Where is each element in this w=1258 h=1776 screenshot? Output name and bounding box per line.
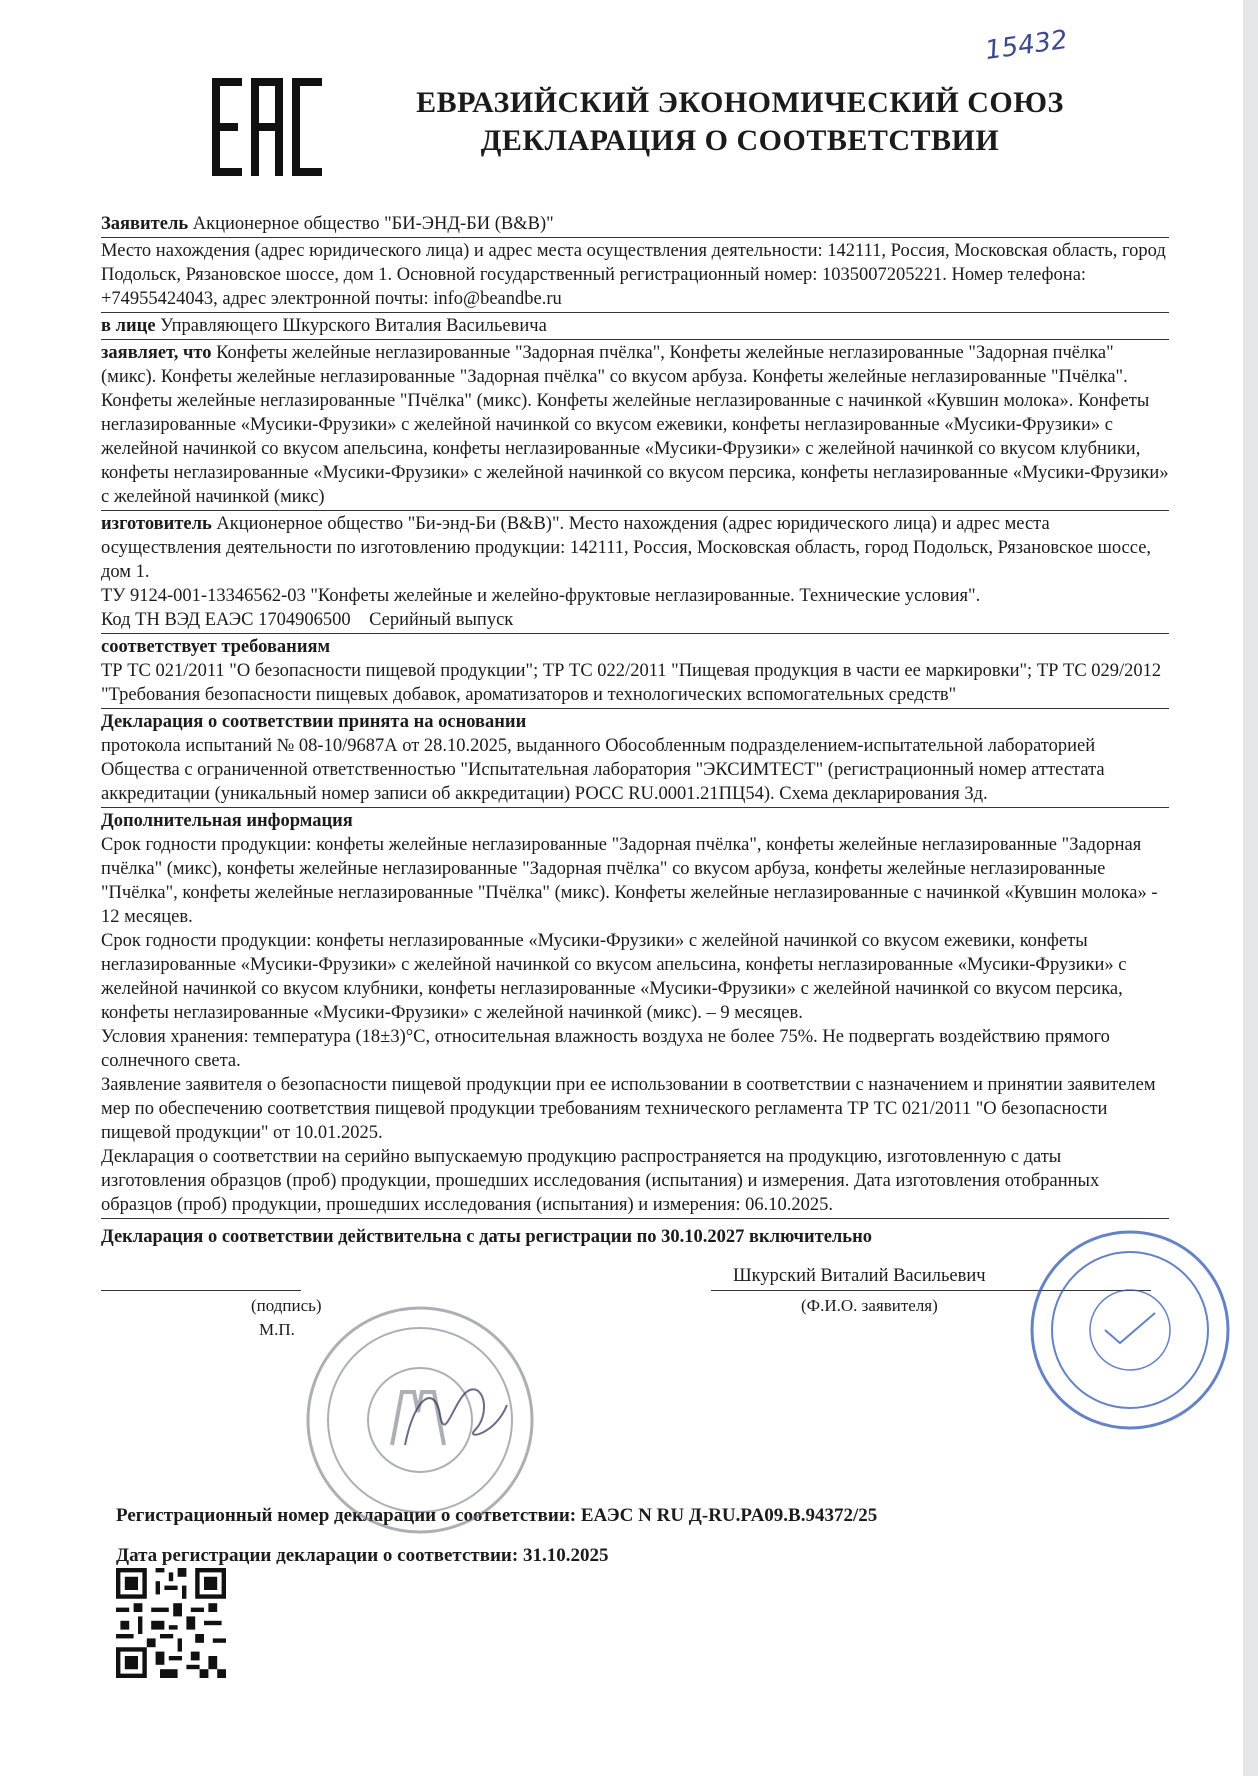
handwritten-number: 15432 xyxy=(983,24,1070,67)
manufacturer-value: Акционерное общество "Би-энд-Би (B&B)". Место нахождения (адрес юридического лица) и адрес места осуществления деятельности по изготовлению продукции: 142111, Россия, Московская область, город Подольск, Рязановское шоссе, дом 1. xyxy=(101,514,1152,582)
blue-stamp xyxy=(1025,1225,1235,1435)
representative-row xyxy=(101,313,1169,340)
signature-line xyxy=(101,1290,301,1291)
manufacturer-tu: ТУ 9124-001-13346562-03 "Конфеты желейные и желейно-фруктовые неглазированные. Технические условия". xyxy=(101,586,981,606)
additional-p1: Срок годности продукции: конфеты желейные неглазированные "Задорная пчёлка", конфеты желейные неглазированные "Задорная пчёлка" (микс), конфеты желейные неглазированные "Задорная пчёлка" со вкусом арбуза, конфеты желейные неглазированные "Пчёлка", конфеты желейные неглазированные "Пчёлка" (микс). Конфеты желейные неглазированные с начинкой «Кувшин молока» - 12 месяцев. xyxy=(101,835,1158,927)
applicant-row xyxy=(101,211,1169,238)
address-text: Место нахождения (адрес юридического лица) и адрес места осуществления деятельности: 142111, Россия, Московская область, город Подольск, Рязановское шоссе, дом 1. Основной государственный регистрационный номер: 1035007205221. Номер телефона: +74955424043, адрес электронной почты: info@beandbe.ru xyxy=(101,241,1166,309)
document-header xyxy=(380,84,1100,160)
eac-logo xyxy=(212,78,322,176)
manufacturer-label: изготовитель xyxy=(101,514,212,534)
requirements-value: ТР ТС 021/2011 "О безопасности пищевой продукции"; ТР ТС 022/2011 "Пищевая продукция в части ее маркировки"; ТР ТС 029/2012 "Требования безопасности пищевых добавок, ароматизаторов и технологических вспомогательных средств" xyxy=(101,661,1162,705)
declares-row xyxy=(101,340,1169,511)
basis-row xyxy=(101,709,1169,807)
additional-p3: Условия хранения: температура (18±3)°С, относительная влажность воздуха не более 75%. Не подвергать воздействию прямого солнечного света. xyxy=(101,1027,1110,1071)
signer-name: Шкурский Виталий Васильевич xyxy=(733,1266,986,1286)
representative-value: Управляющего Шкурского Виталия Васильевича xyxy=(160,316,547,336)
stamp-place-caption: М.П. xyxy=(259,1320,295,1339)
header-line-declaration: ДЕКЛАРАЦИЯ О СООТВЕТСТВИИ xyxy=(480,124,1000,157)
declares-value: Конфеты желейные неглазированные "Задорная пчёлка", Конфеты желейные неглазированные "Задорная пчёлка" (микс). Конфеты желейные неглазированные "Задорная пчёлка" со вкусом арбуза. Конфеты желейные неглазированные "Пчёлка". Конфеты желейные неглазированные "Пчёлка" (микс). Конфеты желейные неглазированные с начинкой «Кувшин молока». Конфеты неглазированные «Мусики-Фрузики» с желейной начинкой со вкусом ежевики, конфеты неглазированные «Мусики-Фрузики» с желейной начинкой со вкусом апельсина, конфеты неглазированные «Мусики-Фрузики» с желейной начинкой со вкусом клубники, конфеты неглазированные «Мусики-Фрузики» с желейной начинкой со вкусом персика, конфеты неглазированные «Мусики-Фрузики» с желейной начинкой (микс) xyxy=(101,343,1169,507)
manufacturer-code: Код ТН ВЭД ЕАЭС 1704906500 Серийный выпуск xyxy=(101,610,514,630)
applicant-label: Заявитель xyxy=(101,214,189,234)
basis-label: Декларация о соответствии принята на основании xyxy=(101,712,527,732)
scan-edge xyxy=(1243,0,1258,1776)
additional-label: Дополнительная информация xyxy=(101,811,353,831)
additional-row xyxy=(101,807,1169,1219)
applicant-value: Акционерное общество "БИ-ЭНД-БИ (B&B)" xyxy=(192,214,554,234)
additional-p2: Срок годности продукции: конфеты неглазированные «Мусики-Фрузики» с желейной начинкой со вкусом ежевики, конфеты неглазированные «Мусики-Фрузики» с желейной начинкой со вкусом апельсина, конфеты неглазированные «Мусики-Фрузики» с желейной начинкой со вкусом клубники, конфеты неглазированные «Мусики-Фрузики» с желейной начинкой со вкусом персика, конфеты неглазированные «Мусики-Фрузики» с желейной начинкой (микс). – 9 месяцев. xyxy=(101,931,1127,1023)
manufacturer-row xyxy=(101,511,1169,634)
header-line-union: ЕВРАЗИЙСКИЙ ЭКОНОМИЧЕСКИЙ СОЮЗ xyxy=(416,86,1064,119)
signature-block xyxy=(101,1250,1169,1346)
validity-row xyxy=(101,1219,1169,1250)
representative-label: в лице xyxy=(101,316,156,336)
address-row xyxy=(101,238,1169,313)
qr-code xyxy=(116,1568,226,1678)
basis-value: протокола испытаний № 08-10/9687А от 28.10.2025, выданного Обособленным подразделением-испытательной лабораторией Общества с ограниченной ответственностью "Испытательная лаборатория "ЭКСИМТЕСТ" (регистрационный номер аттестата аккредитации (уникальный номер записи об аккредитации) РОСС RU.0001.21ПЦ54). Схема декларирования 3д. xyxy=(101,736,1105,804)
declaration-body xyxy=(101,211,1169,1346)
handwritten-signature xyxy=(395,1375,515,1465)
additional-p4: Заявление заявителя о безопасности пищевой продукции при ее использовании в соответствии с назначением и принятии заявителем мер по обеспечению соответствия пищевой продукции требованиям технического регламента ТР ТС 021/2011 "О безопасности пищевой продукции" от 10.01.2025. xyxy=(101,1075,1156,1143)
registration-number: Регистрационный номер декларации о соответствии: ЕАЭС N RU Д-RU.PA09.B.94372/25 xyxy=(116,1505,878,1526)
signature-caption: (подпись) xyxy=(251,1296,322,1315)
declares-label: заявляет, что xyxy=(101,343,212,363)
registration-date: Дата регистрации декларации о соответствии: 31.10.2025 xyxy=(116,1545,609,1566)
additional-p5: Декларация о соответствии на серийно выпускаемую продукцию распространяется на продукцию, изготовленную с даты изготовления образцов (проб) продукции, прошедших исследования (испытания) и измерения. Дата изготовления отобранных образцов (проб) продукции, прошедших исследования (испытания) и измерения: 06.10.2025. xyxy=(101,1147,1100,1215)
requirements-row xyxy=(101,634,1169,709)
fio-caption: (Ф.И.О. заявителя) xyxy=(801,1296,938,1315)
requirements-label: соответствует требованиям xyxy=(101,637,331,657)
validity-text: Декларация о соответствии действительна с даты регистрации по 30.10.2027 включительно xyxy=(101,1227,872,1247)
